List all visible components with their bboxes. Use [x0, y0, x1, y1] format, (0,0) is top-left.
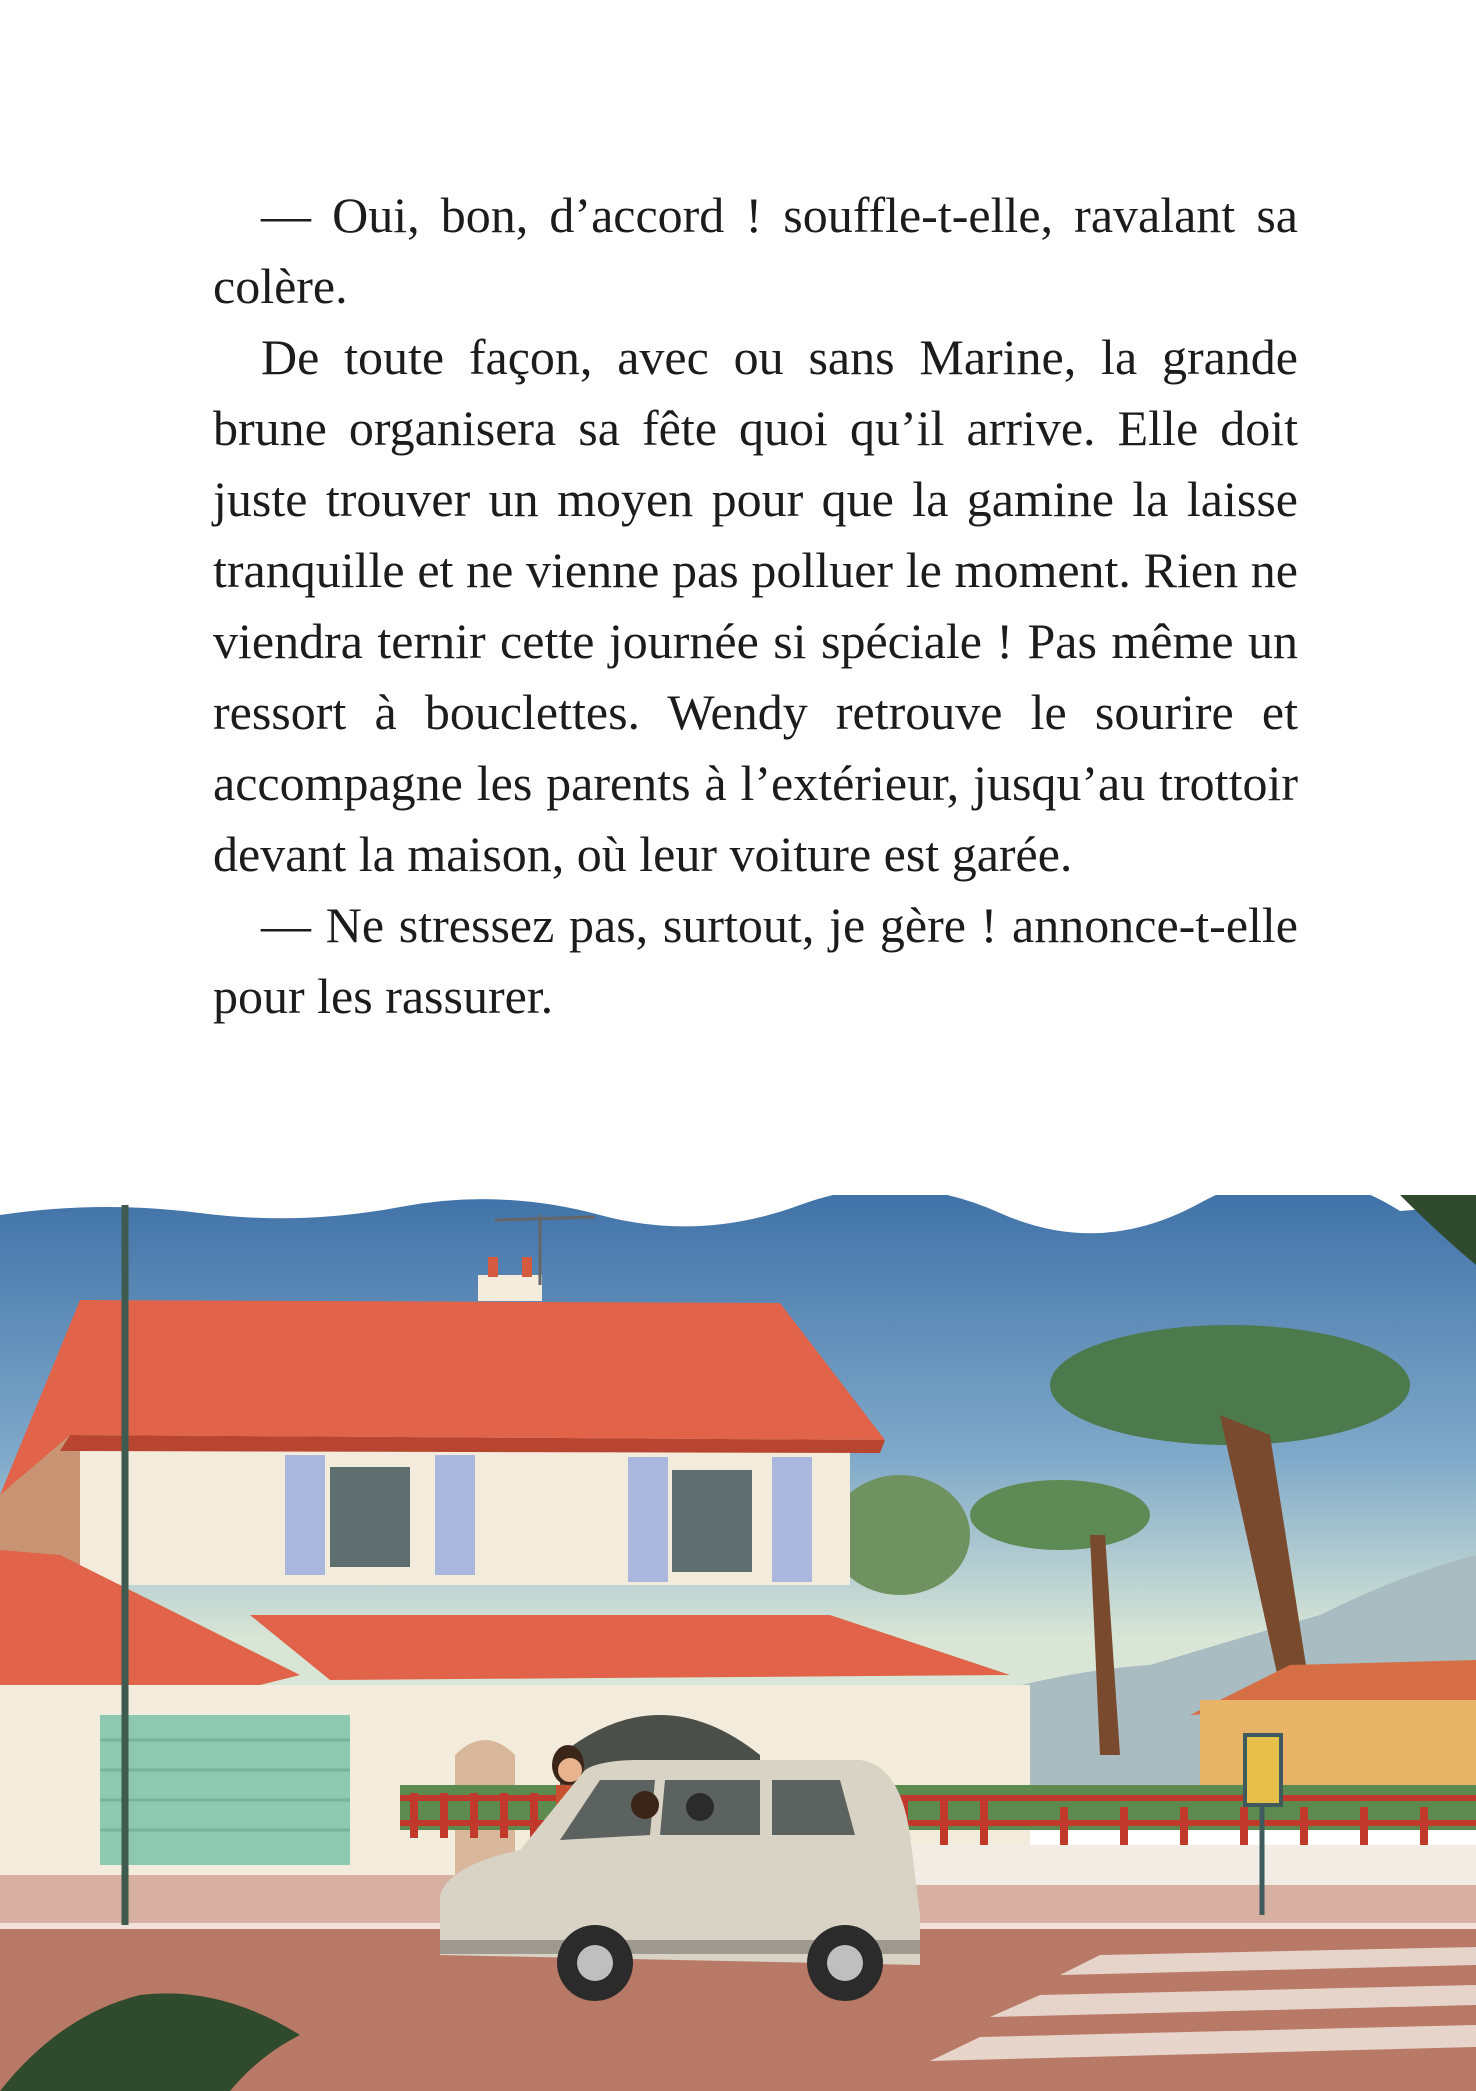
story-text: [213, 180, 1298, 1032]
chimney: [478, 1275, 542, 1301]
garage-door: [100, 1715, 350, 1865]
paragraph-2: De toute façon, avec ou sans Marine, la grande brune organisera sa fête quoi qu’il arrive. Elle doit juste trouver un moyen pour que la gamine la laisse tranquille et ne vienne pas polluer le moment. Rien ne viendra ternir cette journée si spéciale ! Pas même un ressort à bouclettes. Wendy retrouve le sourire et accompagne les parents à l’extérieur, jusqu’au trottoir devant la maison, où leur voiture est garée.: [213, 329, 1298, 882]
upper-window-left: [285, 1455, 475, 1575]
bus-stop-sign: [1245, 1735, 1281, 1805]
paragraph-1: — Oui, bon, d’accord ! souffle-t-elle, ravalant sa colère.: [213, 187, 1298, 314]
upper-window-right: [628, 1457, 812, 1582]
house-street-illustration: [0, 1195, 1476, 2091]
paragraph-3: — Ne stressez pas, surtout, je gère ! annonce-t-elle pour les rassurer.: [213, 897, 1298, 1024]
low-wall: [900, 1845, 1476, 1885]
